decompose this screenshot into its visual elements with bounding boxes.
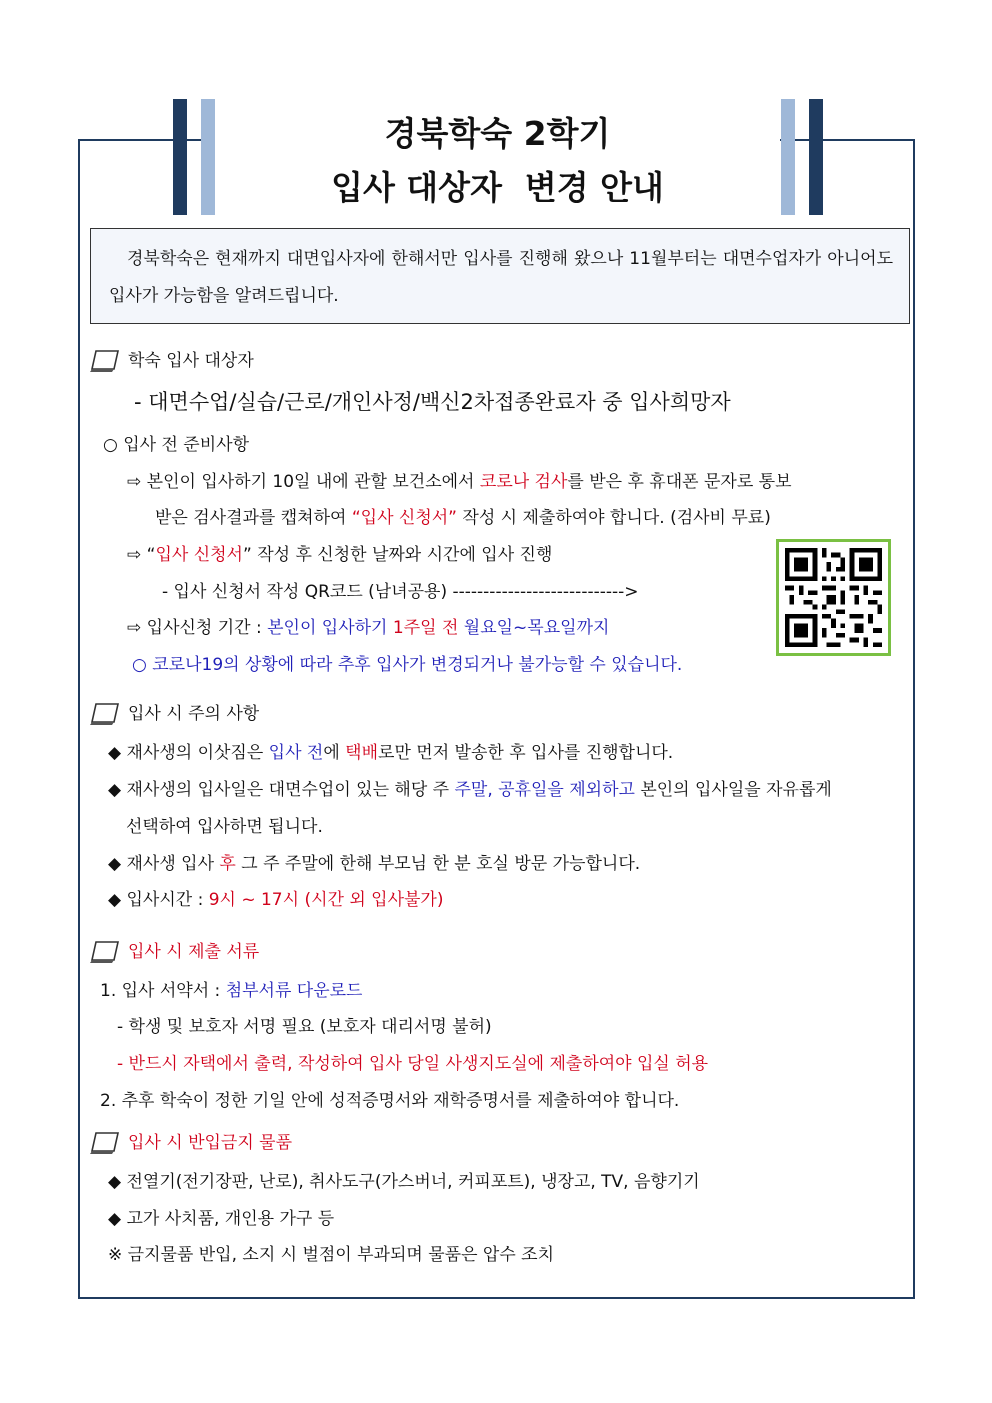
section3-heading (90, 937, 259, 964)
caution-item-1-red: 택배 (345, 743, 379, 763)
apply-period (127, 613, 609, 638)
prep-heading: ○ 입사 전 준비사항 (103, 435, 249, 455)
download-link[interactable]: 첨부서류 다운로드 (225, 981, 363, 1001)
prep-item-1-pre: ⇨ 본인이 입사하기 10일 내에 관할 보건소에서 (127, 472, 480, 492)
caution-item-1-pre: ◆ 재사생의 이삿짐은 (108, 743, 269, 763)
caution-item-2-pre: ◆ 재사생의 입사일은 대면수업이 있는 해당 주 (108, 780, 455, 800)
caution-item-1-post: 로만 먼저 발송한 후 입사를 진행합니다. (378, 743, 674, 763)
intro-text: 경북학숙은 현재까지 대면입사자에 한해서만 입사를 진행해 왔으나 11월부터는 대면수업자가 아니어도 입사가 가능함을 알려드립니다. (109, 249, 893, 306)
intro-box (90, 228, 910, 324)
caution-item-2-post: 본인의 입사일을 자유롭게 (634, 780, 832, 800)
apply-period-pre: ⇨ 입사신청 기간 : (127, 618, 268, 638)
qr-code[interactable] (776, 539, 891, 656)
prep-item-1-post: 를 받은 후 휴대폰 문자로 통보 (567, 472, 792, 492)
title-bar-right-dark (809, 99, 823, 215)
section1-heading-text: 학숙 입사 대상자 (128, 351, 254, 371)
qr-line: - 입사 신청서 작성 QR코드 (남녀공용) ----------------------------> (162, 582, 639, 602)
caution-item-3 (108, 849, 640, 874)
title-line-1: 경북학숙 2학기 (384, 114, 611, 153)
doc-item-1-sub2: - 반드시 자택에서 출력, 작성하여 입사 당일 사생지도실에 제출하여야 입실 허용 (117, 1054, 709, 1074)
caution-item-3-red: 후 (219, 854, 236, 874)
apply-period-blue2: 월요일~목요일까지 (458, 618, 610, 638)
doc-item-1 (100, 976, 362, 1001)
caution-item-4 (108, 885, 443, 910)
caution-item-2-line2: 선택하여 입사하면 됩니다. (126, 817, 323, 837)
section2-heading-text: 입사 시 주의 사항 (128, 704, 260, 724)
prep-item-2-post: ” 작성 후 신청한 날짜와 시간에 입사 진행 (242, 545, 553, 565)
section4-heading (90, 1128, 292, 1155)
apply-period-red: 1주일 전 (392, 618, 459, 638)
caution-item-2 (108, 775, 832, 800)
caution-item-3-pre: ◆ 재사생 입사 (108, 854, 220, 874)
section4-heading-text: 입사 시 반입금지 물품 (128, 1133, 293, 1153)
title-bar-right-light (781, 99, 795, 215)
title-line-2: 입사 대상자 변경 안내 (331, 168, 664, 207)
covid-note: ○ 코로나19의 상황에 따라 추후 입사가 변경되거나 불가능할 수 있습니다. (132, 655, 683, 675)
caution-item-4-red: 9시 ~ 17시 (시간 외 입사불가) (208, 890, 444, 910)
doc-item-1-sub1: - 학생 및 보호자 서명 필요 (보호자 대리서명 불허) (117, 1017, 492, 1037)
title-bar-left-dark (173, 99, 187, 215)
prep-item-1-line2-post: 작성 시 제출하여야 합니다. (검사비 무료) (457, 508, 771, 528)
title-bar-left-light (201, 99, 215, 215)
prep-item-2-red: 입사 신청서 (155, 545, 243, 565)
caution-item-1-mid: 에 (323, 743, 346, 763)
apply-period-blue1: 본인이 입사하기 (267, 618, 393, 638)
prep-item-1-line2-pre: 받은 검사결과를 캡쳐하여 (155, 508, 352, 528)
memo-icon (90, 940, 120, 964)
caution-item-4-pre: ◆ 입사시간 : (108, 890, 209, 910)
banned-item-2: ◆ 고가 사치품, 개인용 가구 등 (108, 1209, 335, 1229)
caution-item-3-post: 그 주 주말에 한해 부모님 한 분 호실 방문 가능합니다. (235, 854, 641, 874)
section3-heading-text: 입사 시 제출 서류 (128, 942, 260, 962)
qr-code-icon (785, 548, 882, 647)
prep-item-1-red: 코로나 검사 (479, 472, 568, 492)
prep-item-2-pre: ⇨ “ (127, 545, 156, 565)
caution-item-2-blue: 주말, 공휴일을 제외하고 (454, 780, 635, 800)
caution-item-1 (108, 738, 673, 763)
prep-item-1-line2-red: “입사 신청서” (351, 508, 457, 528)
banned-item-1: ◆ 전열기(전기장판, 난로), 취사도구(가스버너, 커피포트), 냉장고, TV, 음향기기 (108, 1172, 700, 1192)
prep-item-2 (127, 540, 552, 565)
caution-item-1-blue: 입사 전 (268, 743, 324, 763)
memo-icon (90, 349, 120, 373)
section1-target: - 대면수업/실습/근로/개인사정/백신2차접종완료자 중 입사희망자 (134, 390, 731, 414)
section2-heading (90, 699, 259, 726)
memo-icon (90, 702, 120, 726)
prep-item-1 (127, 467, 792, 492)
banned-note: ※ 금지물품 반입, 소지 시 벌점이 부과되며 물품은 압수 조치 (108, 1245, 554, 1265)
prep-item-1-line2 (155, 503, 771, 528)
doc-item-1-pre: 1. 입사 서약서 : (100, 981, 226, 1001)
memo-icon (90, 1131, 120, 1155)
section1-heading (90, 346, 254, 373)
title-block (215, 100, 780, 218)
doc-item-2: 2. 추후 학숙이 정한 기일 안에 성적증명서와 재학증명서를 제출하여야 합니다. (100, 1091, 680, 1111)
